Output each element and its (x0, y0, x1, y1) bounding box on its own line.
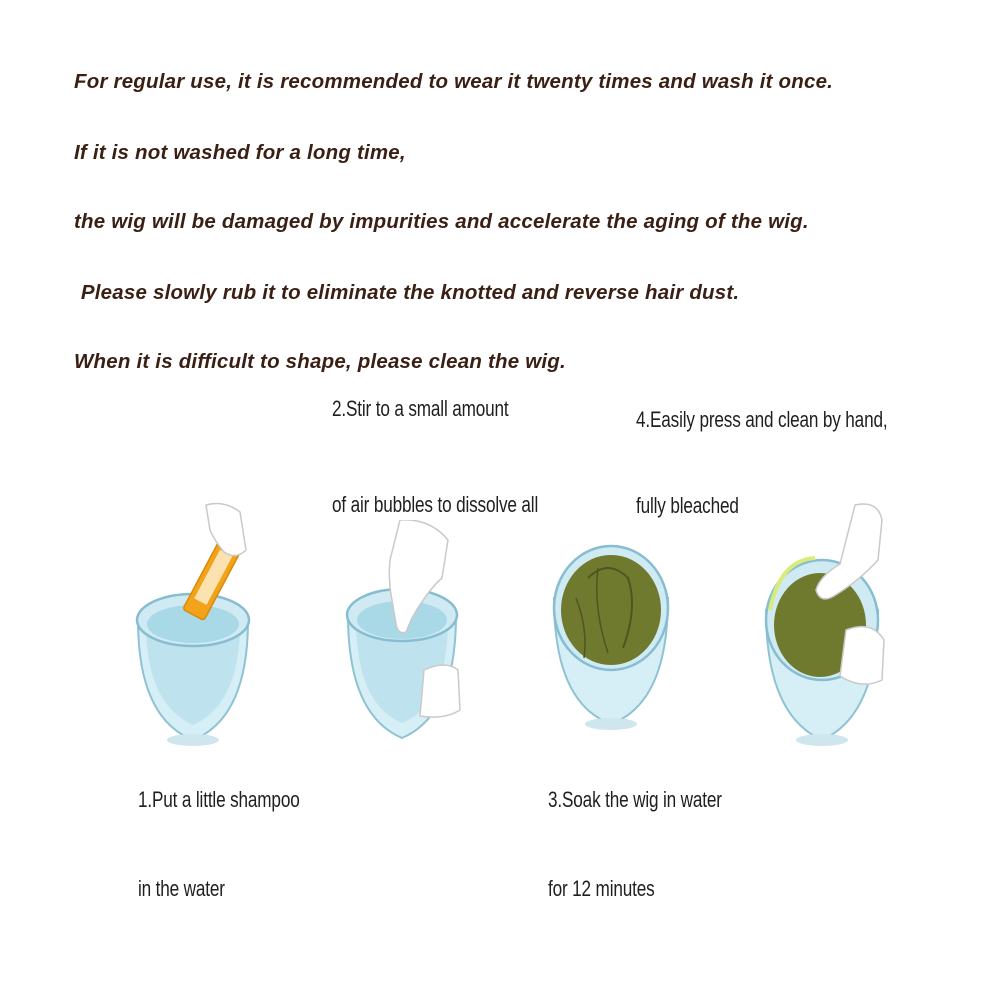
intro-line-4: Please slowly rub it to eliminate the knotted and reverse hair dust. (75, 281, 740, 304)
basin-stir-illustration (340, 520, 470, 750)
basin-press-clean-illustration (760, 500, 890, 750)
step1-caption-line2: in the water (138, 876, 225, 901)
step1-caption-line1: 1.Put a little shampoo (138, 787, 300, 812)
step2-caption-line2: of air bubbles to dissolve all (332, 492, 539, 517)
step2-caption-line1: 2.Stir to a small amount (332, 396, 509, 421)
intro-line-5: When it is difficult to shape, please clean the wig. (74, 350, 566, 373)
step4-caption-line1: 4.Easily press and clean by hand, (636, 407, 888, 432)
intro-line-1: For regular use, it is recommended to wear it twenty times and wash it once. (74, 70, 834, 93)
basin-soak-wig-illustration (548, 538, 678, 738)
step4-caption-line2: fully bleached (636, 493, 739, 518)
intro-line-3: the wig will be damaged by impurities and accelerate the aging of the wig. (74, 210, 809, 233)
step3-caption-line2: for 12 minutes (548, 876, 655, 901)
basin-shampoo-illustration (128, 500, 258, 750)
intro-line-2: If it is not washed for a long time, (74, 141, 406, 164)
step3-caption-line1: 3.Soak the wig in water (548, 787, 722, 812)
